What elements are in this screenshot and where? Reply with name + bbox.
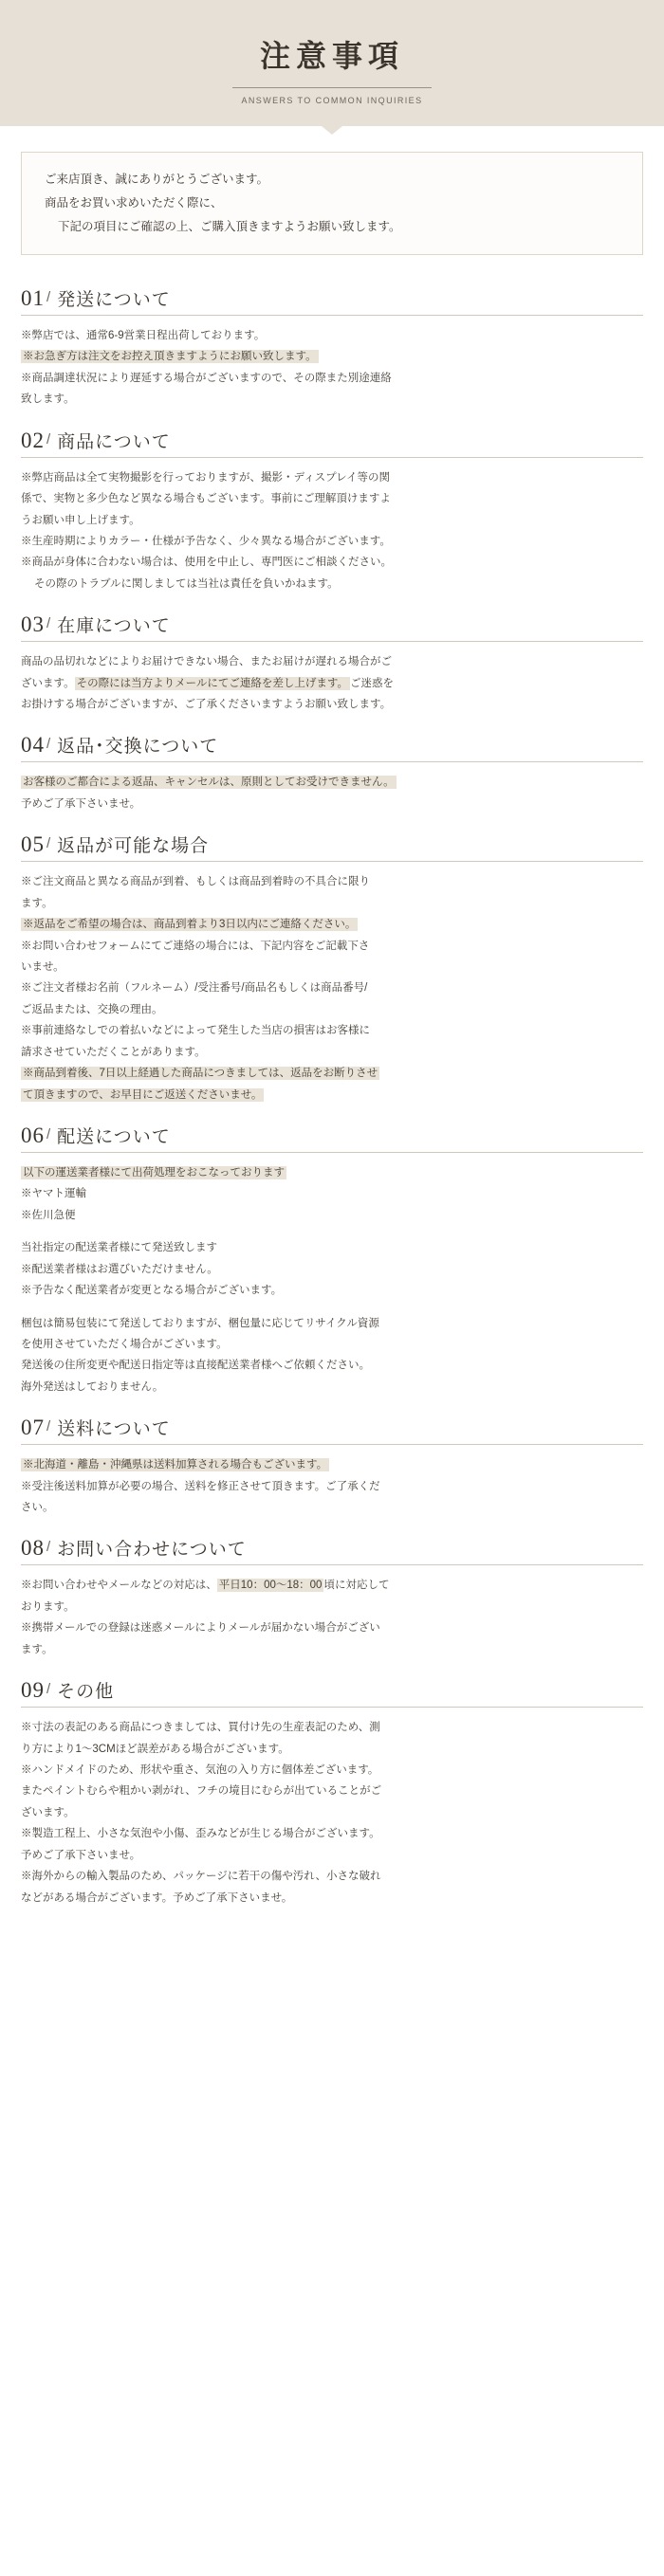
section-title: 返品が可能な場合 bbox=[57, 836, 210, 857]
notice-section bbox=[21, 428, 643, 595]
section-line bbox=[21, 1063, 643, 1084]
section-line: ご返品または、交換の理由。 bbox=[21, 1003, 163, 1015]
section-title: 在庫について bbox=[57, 616, 171, 637]
notice-section bbox=[21, 831, 643, 1105]
section-line: ※お問い合わせやメールなどの対応は、 平日10：00～18：00 頃に対応して bbox=[21, 1580, 390, 1592]
section-line: 商品の品切れなどによりお届けできない場合、またお届けが遅れる場合がご bbox=[21, 656, 392, 668]
section-line: うお願い申し上げます。 bbox=[21, 514, 140, 526]
intro-line-3: 下記の項目にご確認の上、ご購入頂きますようお願い致します。 bbox=[58, 220, 401, 233]
section-line bbox=[21, 1162, 643, 1183]
section-line: ※受注後送料加算が必要の場合、送料を修正させて頂きます。ご了承くだ bbox=[21, 1480, 380, 1492]
section-number: 07 bbox=[21, 1416, 45, 1440]
section-slash-icon: / bbox=[46, 1418, 51, 1435]
section-line: 海外発送はしておりません。 bbox=[21, 1380, 164, 1393]
notice-section bbox=[21, 732, 643, 814]
section-line: ※海外からの輸入製品のため、パッケージに若干の傷や汚れ、小さな破れ bbox=[21, 1871, 381, 1883]
section-line bbox=[21, 772, 643, 793]
section-line: 請求させていただくことがあります。 bbox=[21, 1046, 206, 1058]
section-header bbox=[21, 1123, 643, 1153]
section-line: ※製造工程上、小さな気泡や小傷、歪みなどが生じる場合がございます。 bbox=[21, 1828, 380, 1840]
notice-section bbox=[21, 285, 643, 411]
section-header bbox=[21, 1535, 643, 1565]
section-line: 当社指定の配送業者様にて発送致します bbox=[21, 1242, 217, 1254]
highlighted-text: その際には当方よりメールにてご連絡を差し上げます。 bbox=[76, 677, 348, 689]
section-number: 06 bbox=[21, 1123, 45, 1147]
page-title: 注意事項 bbox=[259, 39, 404, 73]
section-line: ざいます。 bbox=[21, 1806, 75, 1818]
section-line: ※ご注文者様お名前（フルネーム）/受注番号/商品名もしくは商品番号/ bbox=[21, 982, 368, 995]
section-body bbox=[21, 1162, 643, 1398]
highlighted-text: お客様のご都合による返品、キャンセルは、原則としてお受けできません。 bbox=[23, 776, 395, 789]
highlighted-text: ※商品到着後、7日以上経過した商品につきましては、返品をお断りさせ bbox=[23, 1068, 378, 1080]
section-line: その際のトラブルに関しましては当社は責任を負いかねます。 bbox=[34, 577, 339, 590]
section-number: 02 bbox=[21, 428, 45, 452]
section-line: ※携帯メールでの登録は迷惑メールによりメールが届かない場合がござい bbox=[21, 1622, 380, 1635]
highlighted-text: ※お急ぎ方は注文をお控え頂きますようにお願い致します。 bbox=[23, 351, 317, 363]
section-slash-icon: / bbox=[46, 615, 51, 632]
section-number: 04 bbox=[21, 733, 45, 758]
section-title: 返品･交換について bbox=[57, 737, 219, 758]
section-line: おります。 bbox=[21, 1600, 75, 1613]
section-line: ※商品調達状況により遅延する場合がございますので、その際また別途連絡 bbox=[21, 372, 392, 384]
section-line: ます。 bbox=[21, 1643, 53, 1655]
section-line: 梱包は簡易包装にて発送しておりますが、梱包量に応じてリサイクル資源 bbox=[21, 1317, 379, 1329]
notice-section bbox=[21, 612, 643, 715]
section-slash-icon: / bbox=[46, 736, 51, 753]
section-line: ※事前連絡なしでの着払いなどによって発生した当店の損害はお客様に bbox=[21, 1025, 370, 1037]
notice-section bbox=[21, 1677, 643, 1909]
section-line: 致します。 bbox=[21, 393, 75, 406]
section-line: お掛けする場合がございますが、ご了承くださいますようお願い致します。 bbox=[21, 699, 392, 711]
section-line: ※弊店では、通常6-9営業日程出荷しております。 bbox=[21, 330, 266, 341]
section-header bbox=[21, 831, 643, 862]
page-subtitle: ANSWERS TO COMMON INQUIRIES bbox=[241, 96, 423, 105]
section-body bbox=[21, 325, 643, 411]
header-arrow-icon bbox=[322, 126, 342, 135]
section-line: ざいます。 その際には当方よりメールにてご連絡を差し上げます。 ご迷惑を bbox=[21, 677, 394, 689]
section-title: 発送について bbox=[57, 290, 171, 310]
section-slash-icon: / bbox=[46, 1539, 51, 1556]
section-line: を使用させていただく場合がございます。 bbox=[21, 1338, 228, 1350]
intro-line-2: 商品をお買い求めいただく際に、 bbox=[45, 196, 223, 210]
section-line: 予めご了承下さいませ。 bbox=[21, 797, 141, 810]
highlighted-text: て頂きますので、お早目にご返送くださいませ。 bbox=[23, 1088, 263, 1101]
section-line: 発送後の住所変更や配送日指定等は直接配送業者様へご依頼ください。 bbox=[21, 1360, 370, 1372]
section-line: ※お問い合わせフォームにてご連絡の場合には、下記内容をご記載下さ bbox=[21, 940, 370, 952]
section-line bbox=[21, 1085, 643, 1105]
line-spacer bbox=[21, 1302, 643, 1313]
section-line: いませ。 bbox=[21, 961, 65, 974]
sections-container bbox=[0, 261, 664, 1946]
section-line bbox=[21, 346, 643, 367]
section-body bbox=[21, 871, 643, 1105]
section-header bbox=[21, 1415, 643, 1445]
section-number: 08 bbox=[21, 1536, 45, 1561]
section-header bbox=[21, 1677, 643, 1708]
section-header bbox=[21, 732, 643, 762]
section-body bbox=[21, 467, 643, 595]
section-title: お問い合わせについて bbox=[57, 1540, 247, 1561]
section-line: ※ご注文商品と異なる商品が到着、もしくは商品到着時の不具合に限り bbox=[21, 876, 370, 888]
section-number: 03 bbox=[21, 612, 45, 637]
section-slash-icon: / bbox=[46, 835, 51, 852]
notice-section bbox=[21, 1415, 643, 1518]
section-slash-icon: / bbox=[46, 1125, 51, 1142]
section-slash-icon: / bbox=[46, 1681, 51, 1698]
section-line: などがある場合がございます。予めご了承下さいませ。 bbox=[21, 1891, 293, 1904]
section-body bbox=[21, 772, 643, 814]
header-divider bbox=[232, 87, 432, 88]
section-header bbox=[21, 285, 643, 316]
notice-section bbox=[21, 1535, 643, 1660]
line-spacer bbox=[21, 1226, 643, 1237]
intro-box bbox=[21, 152, 643, 255]
section-line: ※商品が身体に合わない場合は、使用を中止し、専門医にご相談ください。 bbox=[21, 557, 392, 569]
section-line: り方により1～3CMほど誤差がある場合がございます。 bbox=[21, 1743, 289, 1755]
section-title: 商品について bbox=[57, 431, 171, 452]
section-body bbox=[21, 1454, 643, 1518]
section-title: 配送について bbox=[57, 1126, 171, 1147]
section-line: ※予告なく配送業者が変更となる場合がございます。 bbox=[21, 1285, 283, 1297]
section-line: ※寸法の表記のある商品につきましては、買付け先の生産表記のため、測 bbox=[21, 1722, 380, 1734]
section-line: ※ヤマト運輸 bbox=[21, 1188, 86, 1200]
section-line: ※ハンドメイドのため、形状や重さ、気泡の入り方に個体差ございます。 bbox=[21, 1763, 379, 1776]
highlighted-text: ※北海道・離島・沖縄県は送料加算される場合もございます。 bbox=[23, 1459, 328, 1471]
section-line: さい。 bbox=[21, 1502, 54, 1514]
section-body bbox=[21, 651, 643, 715]
intro-line-1: ご来店頂き、誠にありがとうございます。 bbox=[45, 173, 269, 186]
section-line: ます。 bbox=[21, 897, 53, 909]
section-body bbox=[21, 1717, 643, 1909]
notice-section bbox=[21, 1123, 643, 1398]
section-title: その他 bbox=[57, 1682, 115, 1703]
section-line bbox=[21, 914, 643, 935]
intro-section bbox=[0, 135, 664, 261]
section-body bbox=[21, 1575, 643, 1660]
section-number: 01 bbox=[21, 286, 45, 310]
section-header bbox=[21, 428, 643, 458]
section-slash-icon: / bbox=[46, 430, 51, 448]
section-header bbox=[21, 612, 643, 642]
section-line: ※配送業者様はお選びいただけません。 bbox=[21, 1263, 218, 1275]
highlighted-text: ※返品をご希望の場合は、商品到着より3日以内にご連絡ください。 bbox=[23, 919, 357, 931]
section-line: ※生産時期によりカラー・仕様が予告なく、少々異なる場合がございます。 bbox=[21, 535, 391, 547]
section-line bbox=[21, 1454, 643, 1475]
section-slash-icon: / bbox=[46, 289, 51, 305]
section-number: 09 bbox=[21, 1678, 45, 1703]
highlighted-text: 以下の運送業者様にて出荷処理をおこなっております bbox=[23, 1166, 285, 1178]
section-line: 係で、実物と多少色など異なる場合もございます。事前にご理解頂けますよ bbox=[21, 493, 391, 505]
highlighted-text: 平日10：00～18：00 bbox=[218, 1580, 323, 1592]
section-line: またペイントむらや粗かい剥がれ、フチの境目にむらが出ていることがご bbox=[21, 1785, 382, 1798]
section-line: ※弊店商品は全て実物撮影を行っておりますが、撮影・ディスプレイ等の関 bbox=[21, 471, 391, 484]
section-number: 05 bbox=[21, 832, 45, 857]
section-line: ※佐川急便 bbox=[21, 1209, 76, 1221]
section-line: 予めご了承下さいませ。 bbox=[21, 1849, 141, 1861]
page-header bbox=[0, 0, 664, 126]
section-title: 送料について bbox=[57, 1419, 171, 1440]
